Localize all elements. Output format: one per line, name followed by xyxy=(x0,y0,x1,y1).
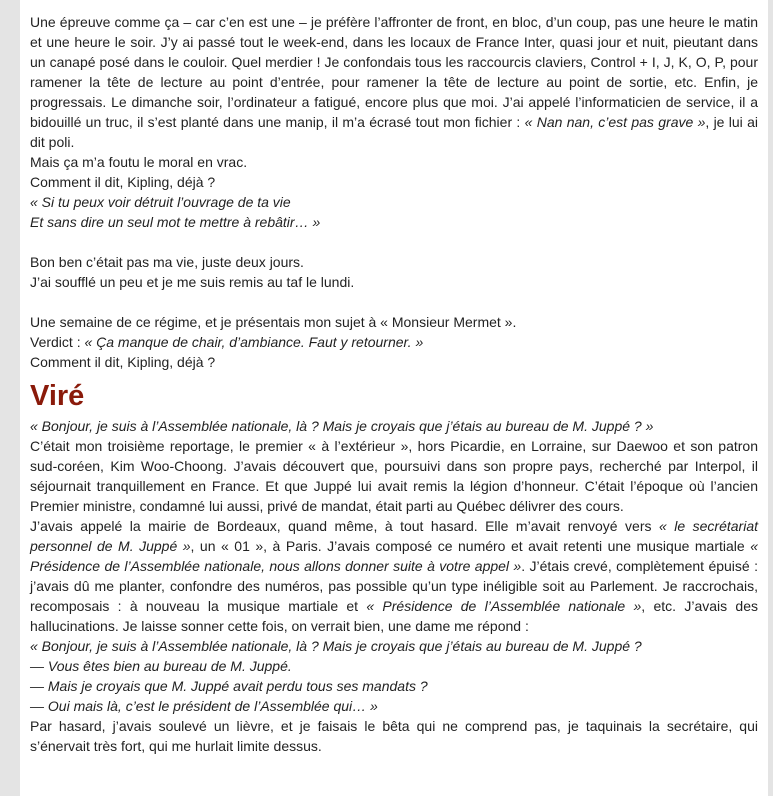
paragraph-text: , etc. J’avais des hallucinations. Je laisse sonner cette fois, on verrait bien, une dame me répond : xyxy=(30,598,758,634)
line-kipling: Comment il dit, Kipling, déjà ? xyxy=(30,174,216,190)
verse-line-2: Et sans dire un seul mot te mettre à rebâtir… » xyxy=(30,214,321,230)
quote-secretariat: « le secrétariat personnel de M. Juppé » xyxy=(30,518,758,554)
quote-presidence: « Présidence de l’Assemblée nationale, nous allons donner suite à votre appel » xyxy=(30,538,758,574)
line-semaine: Une semaine de ce régime, et je présentais mon sujet à « Monsieur Mermet ». xyxy=(30,314,517,330)
spacer xyxy=(30,292,758,312)
line-moral: Mais ça m’a foutu le moral en vrac. xyxy=(30,154,248,170)
spacer xyxy=(30,232,758,252)
paragraph-text: J’avais appelé la mairie de Bordeaux, quand même, à tout hasard. Elle m’avait renvoyé vers xyxy=(30,518,659,534)
verse-line-1: « Si tu peux voir détruit l’ouvrage de ta vie xyxy=(30,194,291,210)
quote-nan-nan: « Nan nan, c’est pas grave » xyxy=(524,114,706,130)
quote-presidence-short: « Présidence de l’Assemblée nationale » xyxy=(366,598,642,614)
paragraph-lievre: Par hasard, j’avais soulevé un lièvre, et je faisais le bêta qui ne comprend pas, je taquinais la secrétaire, qui s’énervait très fort, qui me hurlait limite dessus. xyxy=(30,718,758,754)
paragraph-text: . J’étais crevé, complètement épuisé : j’avais dû me planter, confondre des numéros, pas possible qu’un type inéligible soit au Parlement. Je raccrochais, recomposais : à nouveau la musique martiale et xyxy=(30,558,758,614)
paragraph-reportage: C’était mon troisième reportage, le premier « à l’extérieur », hors Picardie, en Lorraine, sur Daewoo et son patron sud-coréen, Kim Woo-Choong. J’avais découvert que, poursuivi dans son propre pays, recherché par Interpol, il séjournait tranquillement en France. Et que Juppé lui avait remis la légion d’honneur. C’était l’époque où l’ancien Premier ministre, condamné lui aussi, privé de mandat, était parti au Québec délivrer des cours. xyxy=(30,438,758,514)
line-verdict xyxy=(30,332,758,352)
verdict-quote: « Ça manque de chair, d’ambiance. Faut y retourner. » xyxy=(84,334,424,350)
paragraph-text: , un « 01 », à Paris. J’avais composé ce numéro et avait retenti une musique martiale xyxy=(190,538,751,554)
paragraph-text: Une épreuve comme ça – car c’en est une – je préfère l’affronter de front, en bloc, d’un coup, pas une heure le matin et une heure le soir. J’y ai passé tout le week-end, dans les locaux de France Inter, quasi jour et nuit, pieutant dans un canapé posé dans le couloir. Quel merdier ! Je confondais tous les raccourcis claviers, Control + I, J, K, O, P, pour ramener la tête de lecture au point d’entrée, pour ramener la tête de lecture au point de sortie, etc. Enfin, je progressais. Le dimanche soir, l’ordinateur a fatigué, encore plus que moi. J’ai appelé l’informaticien de service, il a bidouillé un truc, il s’est planté dans une manip, il m’a écrasé tout mon fichier : xyxy=(30,14,758,130)
line-kipling: Comment il dit, Kipling, déjà ? xyxy=(30,354,216,370)
right-scrollbar-track[interactable] xyxy=(768,0,773,796)
paragraph-mairie xyxy=(30,516,758,636)
dialog-line-4: — Oui mais là, c’est le président de l’Assemblée qui… » xyxy=(30,698,378,714)
left-gutter xyxy=(0,0,20,796)
line-bon-ben: Bon ben c’était pas ma vie, juste deux jours. xyxy=(30,254,304,270)
dialog-line-3: — Mais je croyais que M. Juppé avait perdu tous ses mandats ? xyxy=(30,678,428,694)
dialog-line-1: « Bonjour, je suis à l’Assemblée nationale, là ? Mais je croyais que j’étais au bureau de M. Juppé ? xyxy=(30,638,642,654)
line-souffle: J’ai soufflé un peu et je me suis remis au taf le lundi. xyxy=(30,274,355,290)
paragraph-text: , je lui ai dit poli. xyxy=(30,114,758,150)
verdict-label: Verdict : xyxy=(30,334,85,350)
paragraph-epreuve xyxy=(30,12,758,152)
section-heading: Viré xyxy=(30,380,85,412)
article-body xyxy=(30,12,758,756)
opening-quote: « Bonjour, je suis à l’Assemblée nationale, là ? Mais je croyais que j’étais au bureau de M. Juppé ? » xyxy=(30,418,654,434)
dialog-line-2: — Vous êtes bien au bureau de M. Juppé. xyxy=(30,658,292,674)
